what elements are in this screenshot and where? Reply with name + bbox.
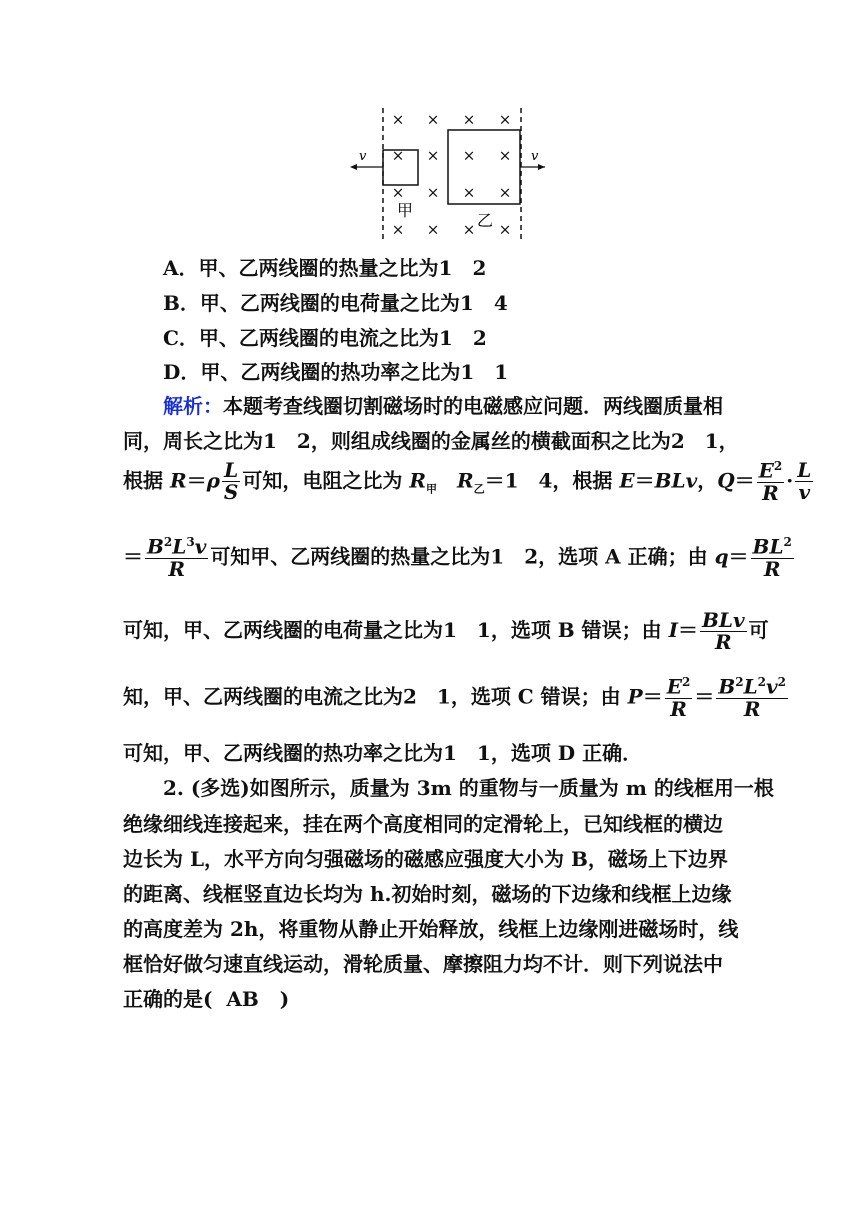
question2-line-3: 边长为 L，水平方向匀强磁场的磁感应强度大小为 B，磁场上下边界: [123, 847, 728, 871]
field-cross: ×: [462, 146, 476, 165]
analysis-line-1: 解析：本题考查线圈切割磁场时的电磁感应问题．两线圈质量相: [163, 394, 723, 418]
label-yi: 乙: [477, 211, 494, 230]
velocity-arrowhead-left: [350, 164, 357, 170]
formula-resistance: $\frac{L}{S}$: [223, 458, 239, 505]
field-cross: ×: [391, 183, 405, 202]
field-cross: ×: [391, 146, 405, 165]
field-cross: ×: [498, 146, 512, 165]
analysis-line-6: 知，甲、乙两线圈的电流之比为2 1，选项 C 错误；由 P＝ $\frac{E^2}{R}$ ＝ $\frac{B^2L^2v^2}{R}$: [123, 674, 786, 721]
field-cross: ×: [462, 220, 476, 239]
answer: AB: [226, 987, 259, 1011]
analysis-line-7: 可知，甲、乙两线圈的热功率之比为1 1，选项 D 正确．: [123, 741, 643, 765]
field-cross: ×: [498, 220, 512, 239]
question2-line-1: 2. (多选)如图所示，质量为 3m 的重物与一质量为 m 的线框用一根: [163, 776, 774, 800]
formula-power-1: $\frac{E^2}{R}$: [666, 674, 691, 721]
field-cross: ×: [391, 110, 405, 129]
question2-line-5: 的高度差为 2h，将重物从静止开始释放，线框上边缘刚进磁场时，线: [123, 917, 739, 941]
analysis-line-2: 同，周长之比为1 2，则组成线圈的金属丝的横截面积之比为2 1，: [123, 429, 739, 453]
option-c: C．甲、乙两线圈的电流之比为1 2: [163, 326, 487, 350]
field-cross: ×: [462, 110, 476, 129]
formula-heat: $\frac{B^2L^3v}{R}$: [147, 534, 207, 581]
question2-line-2: 绝缘细线连接起来，挂在两个高度相同的定滑轮上，已知线框的横边: [123, 812, 723, 836]
velocity-arrowhead-right: [538, 164, 545, 170]
formula-charge: $\frac{BL^2}{R}$: [752, 534, 792, 581]
field-cross: ×: [498, 183, 512, 202]
label-jia: 甲: [397, 201, 414, 220]
formula-q-part2: $\frac{L}{v}$: [797, 458, 812, 505]
question2-line-6: 框恰好做匀速直线运动，滑轮质量、摩擦阻力均不计．则下列说法中: [123, 952, 723, 976]
question2-line-4: 的距离、线框竖直边长均为 h.初始时刻，磁场的下边缘和线框上边缘: [123, 882, 732, 906]
formula-current: $\frac{\text{BLv}}{R}$: [702, 608, 745, 654]
magnetic-field-figure: [345, 108, 545, 240]
option-d: D．甲、乙两线圈的热功率之比为1 1: [163, 360, 509, 384]
question2-line-7: 正确的是( AB ): [123, 987, 290, 1011]
field-cross: ×: [391, 220, 405, 239]
field-cross: ×: [426, 183, 440, 202]
field-cross: ×: [498, 110, 512, 129]
option-b: B．甲、乙两线圈的电荷量之比为1 4: [163, 291, 508, 315]
field-cross: ×: [462, 183, 476, 202]
analysis-line-3: 根据 R＝ρ $\frac{L}{S}$ 可知，电阻之比为 $R_甲$ $R_乙=1$ 4，根据 E＝BLv，Q＝ $\frac{E^2}{R}$ · $\frac{L}{v}$: [123, 458, 812, 505]
option-a: A．甲、乙两线圈的热量之比为1 2: [163, 256, 487, 280]
field-cross: ×: [426, 110, 440, 129]
formula-power-2: $\frac{B^2L^2v^2}{R}$: [718, 674, 786, 721]
field-cross: ×: [426, 220, 440, 239]
field-cross: ×: [426, 146, 440, 165]
analysis-line-4: ＝ $\frac{B^2L^3v}{R}$ 可知甲、乙两线圈的热量之比为1 2，选项 A 正确；由 q＝ $\frac{BL^2}{R}$: [123, 534, 792, 581]
velocity-label-left: v: [359, 149, 367, 164]
analysis-label: 解析：: [163, 394, 223, 418]
analysis-line-5: 可知，甲、乙两线圈的电荷量之比为1 1，选项 B 错误；由 I＝ $\frac{\text{BLv}}{R}$ 可: [123, 608, 769, 654]
velocity-label-right: v: [531, 149, 539, 164]
formula-q-part1: $\frac{E^2}{R}$: [758, 458, 783, 505]
